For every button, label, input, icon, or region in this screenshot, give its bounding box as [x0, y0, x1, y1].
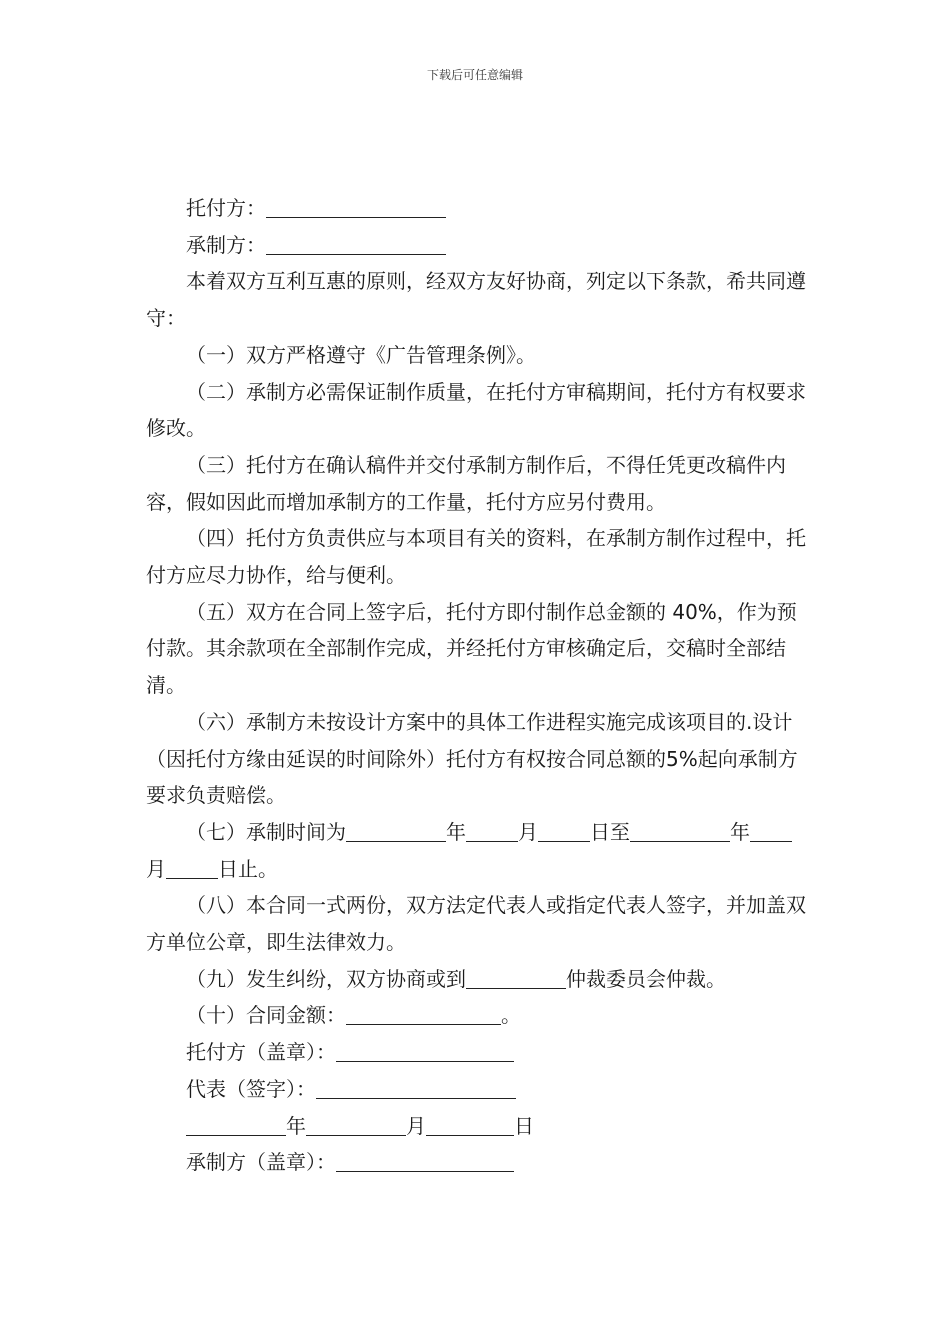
- party-b-label: 承制方：: [186, 232, 266, 257]
- clause-10-prefix: （十）合同金额：: [186, 1003, 346, 1028]
- clause-10: [146, 997, 808, 1034]
- sign-date-line: [146, 1108, 808, 1145]
- clause-7-prefix: （七）承制时间为: [186, 819, 346, 844]
- party-a-line: [146, 190, 808, 227]
- clause-7: [146, 814, 808, 887]
- rep-sign-line: [146, 1071, 808, 1108]
- rep-sign-label: 代表（签字）：: [186, 1076, 316, 1101]
- rep-sign-blank: [316, 1078, 516, 1099]
- sign-day-blank: [426, 1115, 514, 1136]
- start-month-blank: [466, 821, 518, 842]
- clause-9-prefix: （九）发生纠纷，双方协商或到: [186, 966, 466, 991]
- sign-year: 年: [286, 1113, 306, 1138]
- clause-3: （三）托付方在确认稿件并交付承制方制作后，不得任凭更改稿件内容，假如因此而增加承制方的工作量，托付方应另付费用。: [146, 452, 786, 514]
- clause-7-day-to: 日至: [590, 819, 630, 844]
- clause-5: （五）双方在合同上签字后，托付方即付制作总金额的 40%，作为预付款。其余款项在全部制作完成，并经托付方审核确定后，交稿时全部结清。: [146, 599, 797, 698]
- end-year-blank: [630, 821, 730, 842]
- page-header: 下载后可任意编辑: [426, 68, 523, 82]
- clause-2: （二）承制方必需保证制作质量，在托付方审稿期间，托付方有权要求修改。: [146, 379, 806, 441]
- end-month-blank: [750, 821, 792, 842]
- arbitration-blank: [466, 968, 566, 989]
- sign-month: 月: [406, 1113, 426, 1138]
- party-b-seal-label: 承制方（盖章）：: [186, 1150, 336, 1175]
- party-b-blank: [266, 234, 446, 255]
- clause-7-year: 年: [446, 819, 466, 844]
- sign-month-blank: [306, 1115, 406, 1136]
- clause-7-year2: 年: [730, 819, 750, 844]
- amount-blank: [346, 1004, 501, 1025]
- party-a-blank: [266, 197, 446, 218]
- clause-4: （四）托付方负责供应与本项目有关的资料，在承制方制作过程中，托付方应尽力协作，给与便利。: [146, 526, 806, 588]
- clause-6: （六）承制方未按设计方案中的具体工作进程实施完成该项目的.设计（因托付方缘由延误的时间除外）托付方有权按合同总额的5%起向承制方要求负责赔偿。: [146, 709, 798, 808]
- clause-7-end: 日止。: [218, 856, 278, 881]
- party-a-seal-blank: [336, 1041, 514, 1062]
- sign-day: 日: [514, 1113, 534, 1138]
- clause-10-suffix: 。: [501, 1003, 521, 1028]
- party-b-line: [146, 227, 808, 264]
- party-b-seal-blank: [336, 1151, 514, 1172]
- clause-8: （八）本合同一式两份，双方法定代表人或指定代表人签字，并加盖双方单位公章，即生法律效力。: [146, 893, 806, 955]
- clause-9: [146, 961, 808, 998]
- contract-body: [146, 190, 808, 1181]
- party-a-label: 托付方：: [186, 196, 266, 220]
- end-day-blank: [166, 858, 218, 879]
- start-day-blank: [538, 821, 590, 842]
- start-year-blank: [346, 821, 446, 842]
- clause-9-suffix: 仲裁委员会仲裁。: [566, 966, 726, 991]
- clause-1: （一）双方严格遵守《广告管理条例》。: [186, 342, 536, 367]
- clause-7-month: 月: [518, 819, 538, 844]
- intro-paragraph: 本着双方互利互惠的原则，经双方友好协商，列定以下条款，希共同遵守：: [146, 269, 806, 331]
- party-a-seal-label: 托付方（盖章）：: [186, 1040, 336, 1065]
- clause-7-month2: 月: [146, 856, 166, 881]
- party-b-seal-line: [146, 1144, 808, 1181]
- party-a-seal-line: [146, 1034, 808, 1071]
- sign-year-blank: [186, 1115, 286, 1136]
